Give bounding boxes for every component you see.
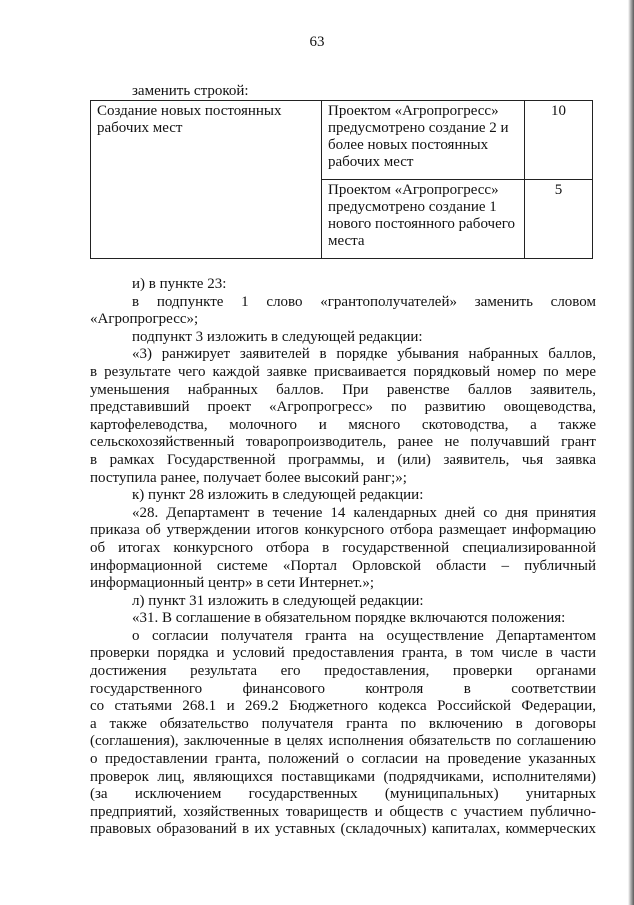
text-line: информационной системе «Портал Орловской области – публичный [90, 557, 596, 574]
condition-cell: Проектом «Агропрогресс» предусмотрено создание 2 и более новых постоянных рабочих мест [322, 101, 525, 180]
text-line: в результате чего каждой заявке присваивается порядковый номер по мере [90, 363, 596, 380]
text-line: сельскохозяйственный товаропроизводитель, ранее не получавший грант [90, 434, 596, 451]
points-cell: 5 [525, 180, 593, 259]
text-line: представивший проект «Агропрогресс» по развитию овощеводства, [90, 399, 596, 416]
text-line: о согласии получателя гранта на осуществление Департаментом [132, 627, 596, 644]
item-k: к) пункт 28 изложить в следующей редакции: [132, 487, 424, 504]
text-line: государственного финансового контроля в соответствии [90, 680, 596, 697]
text-line: подпункт 3 изложить в следующей редакции: [132, 328, 423, 345]
criterion-cell: Создание новых постоянных рабочих мест [91, 101, 322, 259]
text-line: поступила ранее, получает более высокий ранг;»; [90, 469, 407, 486]
document-body [90, 276, 596, 839]
text-line: со статьями 268.1 и 269.2 Бюджетного кодекса Российской Федерации, [90, 698, 596, 715]
text-line: «28. Департамент в течение 14 календарных дней со дня принятия [132, 504, 596, 521]
item-i: и) в пункте 23: [132, 276, 227, 292]
page-number: 63 [309, 34, 325, 50]
text-line: в рамках Государственной программы, и (или) заявитель, чья заявка [90, 451, 596, 468]
scan-edge-shadow [628, 0, 634, 905]
text-line: (за исключением государственных (муниципальных) унитарных [90, 786, 596, 803]
text-line: «31. В соглашение в обязательном порядке включаются положения: [132, 610, 566, 627]
item-l: л) пункт 31 изложить в следующей редакции: [132, 592, 424, 609]
text-line: (соглашения), заключенные в целях исполнения обязательств по соглашению [90, 733, 596, 750]
condition-cell: Проектом «Агропрогресс» предусмотрено создание 1 нового постоянного рабочего места [322, 180, 525, 259]
points-cell: 10 [525, 101, 593, 180]
text-line: а также обязательство получателя гранта по включению в договоры [90, 715, 596, 732]
text-line: достижения результата его предоставления, проверки органами [90, 663, 596, 680]
text-line: о предоставлении гранта, положений о согласии на проведение указанных [90, 751, 596, 768]
text-line: уменьшения набранных баллов. При равенстве баллов заявитель, [90, 381, 596, 398]
replace-intro: заменить строкой: [132, 83, 249, 99]
text-line: «3) ранжирует заявителей в порядке убывания набранных баллов, [132, 346, 596, 363]
text-line: информационный центр» в сети Интернет.»; [90, 575, 375, 592]
text-line: предприятий, хозяйственных товариществ и обществ с участием публично- [90, 803, 596, 820]
text-line: проверки порядка и условий предоставления гранта, в том числе в части [90, 645, 596, 662]
table-row [91, 101, 593, 180]
text-line: картофелеводства, молочного и мясного скотоводства, а также [90, 416, 596, 433]
text-line: в подпункте 1 слово «грантополучателей» заменить словом [132, 293, 596, 310]
text-line: проверок лиц, являющихся поставщиками (подрядчиками, исполнителями) [90, 768, 596, 785]
text-line: правовых образований в их уставных (складочных) капиталах, коммерческих [90, 821, 596, 838]
text-line: об итогах конкурсного отбора в государственной специализированной [90, 539, 596, 556]
text-line: «Агропрогресс»; [90, 311, 199, 328]
text-line: приказа об утверждении итогов конкурсного отбора размещает информацию [90, 522, 596, 539]
score-criteria-table [90, 100, 593, 259]
